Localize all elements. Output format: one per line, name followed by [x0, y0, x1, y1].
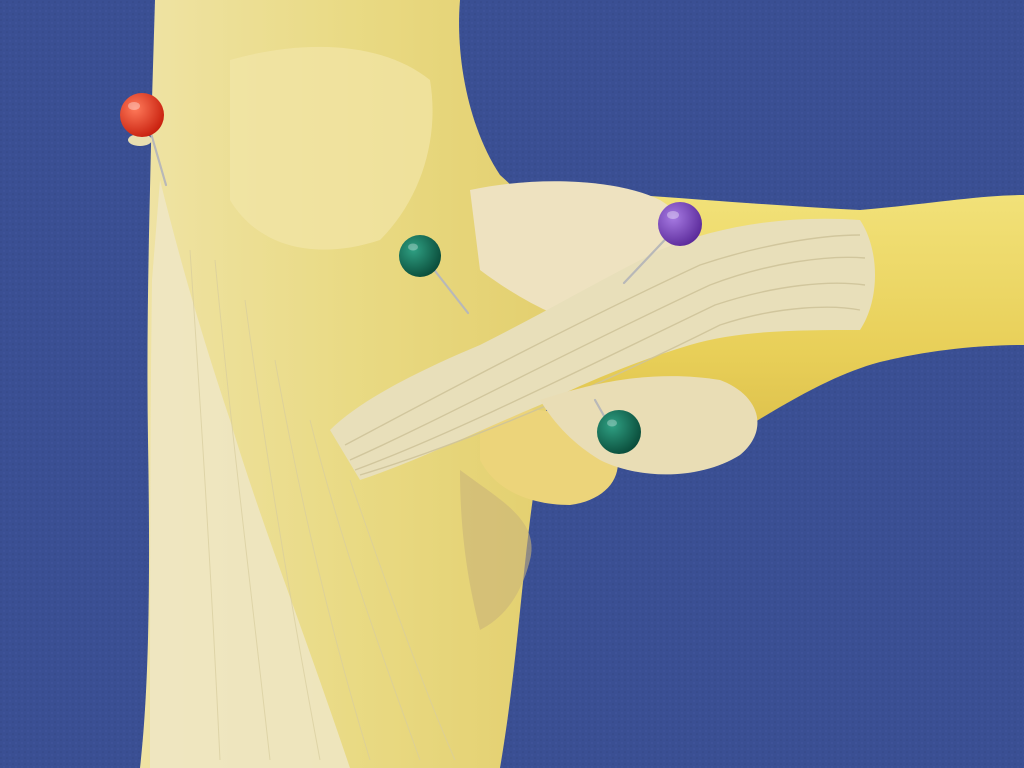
- pin-green-lower: [597, 410, 641, 454]
- pin-green-upper: [399, 235, 441, 277]
- pin-purple: [658, 202, 702, 246]
